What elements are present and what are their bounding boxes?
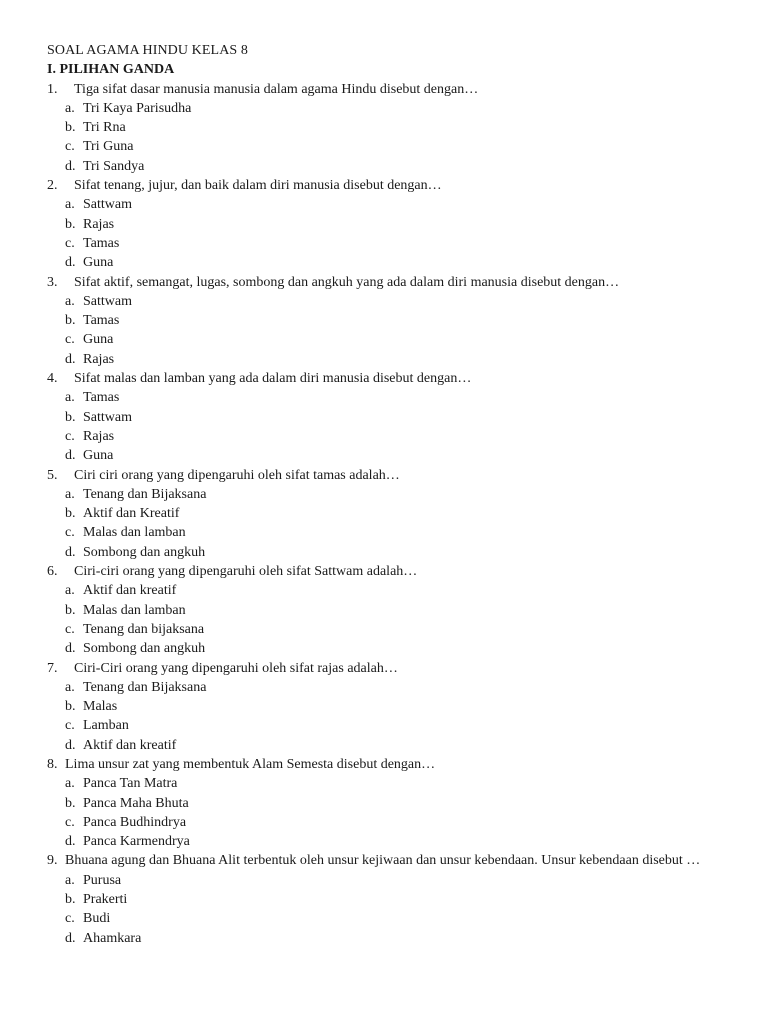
option-text: Guna [83, 255, 114, 271]
question-row [0, 273, 768, 292]
option-letter: a. [65, 197, 75, 213]
option-text: Panca Maha Bhuta [83, 795, 189, 811]
question-number: 8. [47, 756, 58, 772]
option-text: Panca Budhindrya [83, 814, 187, 830]
question-number: 7. [47, 660, 58, 676]
option-row [0, 871, 768, 890]
option-text: Tamas [83, 390, 120, 406]
option-row [0, 485, 768, 504]
question-1 [0, 80, 768, 176]
question-row [0, 659, 768, 678]
option-row [0, 929, 768, 948]
question-row [0, 851, 768, 870]
option-row [0, 523, 768, 542]
option-text: Tri Kaya Parisudha [83, 100, 192, 116]
option-letter: a. [65, 583, 75, 599]
question-row [0, 562, 768, 581]
option-row [0, 794, 768, 813]
option-text: Guna [83, 448, 114, 464]
option-letter: d. [65, 544, 76, 560]
option-text: Rajas [83, 351, 115, 367]
option-row [0, 620, 768, 639]
question-2 [0, 176, 768, 272]
option-row [0, 157, 768, 176]
option-text: Prakerti [83, 892, 128, 908]
option-letter: c. [65, 814, 75, 830]
option-row [0, 195, 768, 214]
option-letter: a. [65, 390, 75, 406]
option-row [0, 697, 768, 716]
question-3 [0, 273, 768, 369]
option-row [0, 909, 768, 928]
option-row [0, 601, 768, 620]
question-text: Ciri ciri orang yang dipengaruhi oleh sifat tamas adalah… [74, 467, 400, 483]
option-row [0, 253, 768, 272]
option-letter: d. [65, 255, 76, 271]
option-row [0, 446, 768, 465]
question-text: Lima unsur zat yang membentuk Alam Semesta disebut dengan… [65, 756, 436, 772]
option-text: Tenang dan Bijaksana [83, 486, 207, 502]
option-letter: b. [65, 506, 76, 522]
option-row [0, 137, 768, 156]
option-text: Tamas [83, 313, 120, 329]
question-row [0, 176, 768, 195]
option-text: Ahamkara [83, 930, 142, 946]
question-6 [0, 562, 768, 658]
question-number: 4. [47, 371, 58, 387]
option-text: Lamban [83, 718, 129, 734]
option-row [0, 330, 768, 349]
question-number: 9. [47, 853, 58, 869]
question-5 [0, 466, 768, 562]
option-letter: b. [65, 892, 76, 908]
question-7 [0, 659, 768, 755]
option-row [0, 581, 768, 600]
option-letter: c. [65, 525, 75, 541]
option-letter: a. [65, 872, 75, 888]
option-letter: c. [65, 718, 75, 734]
option-text: Aktif dan Kreatif [83, 506, 180, 522]
question-9 [0, 851, 768, 947]
question-text: Sifat tenang, jujur, dan baik dalam diri manusia disebut dengan… [74, 178, 442, 194]
option-row [0, 292, 768, 311]
option-text: Tri Rna [83, 120, 126, 136]
option-letter: c. [65, 428, 75, 444]
option-row [0, 736, 768, 755]
option-row [0, 504, 768, 523]
question-text: Ciri-ciri orang yang dipengaruhi oleh sifat Sattwam adalah… [74, 564, 418, 580]
section-heading: I. PILIHAN GANDA [47, 62, 175, 78]
option-text: Guna [83, 332, 114, 348]
option-text: Malas dan lamban [83, 525, 186, 541]
question-4 [0, 369, 768, 465]
option-text: Tenang dan Bijaksana [83, 679, 207, 695]
option-letter: c. [65, 911, 75, 927]
option-letter: d. [65, 641, 76, 657]
option-letter: d. [65, 737, 76, 753]
option-text: Sombong dan angkuh [83, 641, 206, 657]
option-letter: d. [65, 834, 76, 850]
option-row [0, 678, 768, 697]
option-row [0, 408, 768, 427]
option-letter: d. [65, 448, 76, 464]
option-text: Aktif dan kreatif [83, 583, 177, 599]
option-text: Tamas [83, 235, 120, 251]
option-row [0, 350, 768, 369]
option-row [0, 774, 768, 793]
option-letter: d. [65, 158, 76, 174]
option-text: Malas [83, 699, 118, 715]
option-row [0, 215, 768, 234]
document-title: SOAL AGAMA HINDU KELAS 8 [47, 43, 248, 58]
option-text: Tenang dan bijaksana [83, 621, 205, 637]
option-letter: b. [65, 602, 76, 618]
option-text: Malas dan lamban [83, 602, 186, 618]
option-row [0, 543, 768, 562]
question-text: Bhuana agung dan Bhuana Alit terbentuk oleh unsur kejiwaan dan unsur kebendaan. Unsur kebendaan disebut … [65, 853, 701, 869]
option-letter: a. [65, 679, 75, 695]
option-letter: c. [65, 332, 75, 348]
option-letter: b. [65, 120, 76, 136]
question-number: 5. [47, 467, 58, 483]
question-row [0, 369, 768, 388]
question-text: Ciri-Ciri orang yang dipengaruhi oleh sifat rajas adalah… [74, 660, 398, 676]
option-row [0, 427, 768, 446]
option-text: Rajas [83, 428, 115, 444]
option-text: Panca Karmendrya [83, 834, 190, 850]
option-text: Rajas [83, 216, 115, 232]
question-row [0, 80, 768, 99]
option-text: Sattwam [83, 409, 132, 425]
option-text: Panca Tan Matra [83, 776, 178, 792]
question-text: Tiga sifat dasar manusia manusia dalam agama Hindu disebut dengan… [74, 81, 479, 97]
option-row [0, 639, 768, 658]
option-text: Budi [83, 911, 111, 927]
document-page [0, 41, 768, 948]
question-number: 2. [47, 178, 58, 194]
question-row [0, 755, 768, 774]
option-letter: c. [65, 139, 75, 155]
question-number: 6. [47, 564, 58, 580]
option-text: Tri Guna [83, 139, 134, 155]
option-letter: d. [65, 351, 76, 367]
question-text: Sifat aktif, semangat, lugas, sombong dan angkuh yang ada dalam diri manusia disebut dengan… [74, 274, 620, 290]
option-letter: b. [65, 313, 76, 329]
option-row [0, 388, 768, 407]
option-letter: c. [65, 235, 75, 251]
option-letter: a. [65, 776, 75, 792]
option-text: Sattwam [83, 293, 132, 309]
option-text: Aktif dan kreatif [83, 737, 177, 753]
option-letter: b. [65, 699, 76, 715]
question-number: 1. [47, 81, 58, 97]
option-row [0, 234, 768, 253]
option-letter: d. [65, 930, 76, 946]
option-row [0, 890, 768, 909]
option-letter: a. [65, 293, 75, 309]
option-letter: b. [65, 795, 76, 811]
option-letter: a. [65, 100, 75, 116]
option-row [0, 311, 768, 330]
option-row [0, 716, 768, 735]
option-row [0, 118, 768, 137]
option-letter: b. [65, 216, 76, 232]
question-number: 3. [47, 274, 58, 290]
option-text: Sattwam [83, 197, 132, 213]
option-text: Tri Sandya [83, 158, 145, 174]
option-letter: c. [65, 621, 75, 637]
option-row [0, 832, 768, 851]
option-text: Purusa [83, 872, 122, 888]
option-text: Sombong dan angkuh [83, 544, 206, 560]
question-text: Sifat malas dan lamban yang ada dalam diri manusia disebut dengan… [74, 371, 472, 387]
option-letter: b. [65, 409, 76, 425]
option-row [0, 813, 768, 832]
option-row [0, 99, 768, 118]
option-letter: a. [65, 486, 75, 502]
question-8 [0, 755, 768, 851]
question-row [0, 466, 768, 485]
